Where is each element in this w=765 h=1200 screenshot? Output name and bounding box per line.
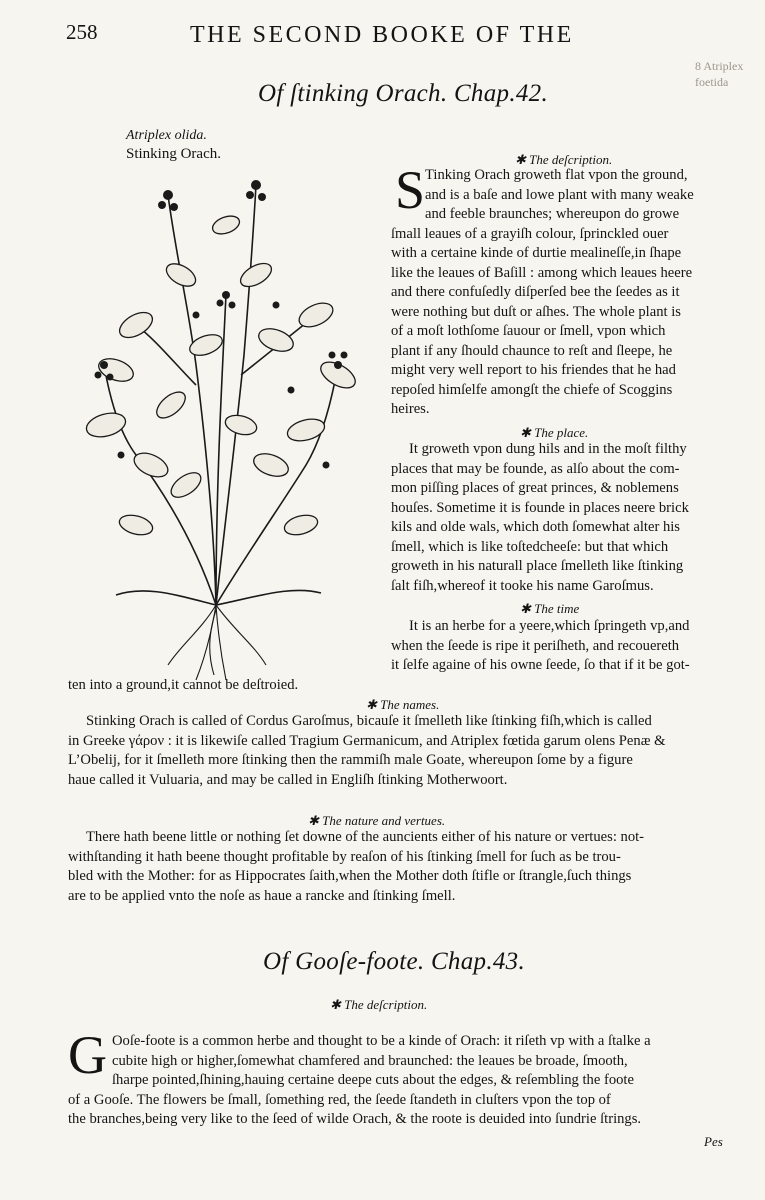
description-line: plant if any ſhould chaunce to reſt and ſleepe, he <box>391 342 673 359</box>
goosefoot-line: Ooſe-foote is a common herbe and thought to be a kinde of Orach: it riſeth vp with a ſtalke a <box>112 1033 651 1049</box>
vertues-line: There hath beene little or nothing ſet downe of the auncients either of his nature or vertues: not- <box>86 829 645 845</box>
place-line: places that may be founde, as alſo about the com- <box>391 460 680 477</box>
chapter-42-vertues-heading: ✱ The nature and vertues. <box>308 813 446 828</box>
goosefoot-line: the branches,being very like to the ſeed of wilde Orach, & the roote is deuided into ſundrie ſtrings. <box>68 1111 642 1127</box>
goosefoot-line: ſharpe pointed,ſhining,hauing certaine deepe cuts about the edges, & reſembling the foote <box>112 1072 634 1088</box>
description-line: repoſed himſelfe amongſt the chiefe of Scoggins <box>391 381 673 398</box>
chapter-42-names-heading: ✱ The names. <box>366 697 440 712</box>
place-line: groweth in his naturall place ſmelleth like ſtinking <box>391 558 684 574</box>
drop-cap-g: G <box>68 1025 107 1085</box>
figure-latin-name: Atriplex olida. <box>126 128 207 143</box>
chapter-42-place-heading: ✱ The place. <box>520 425 589 440</box>
description-line: and is a baſe and lowe plant with many weake <box>425 186 694 203</box>
chapter-43-title: Of Gooſe-foote. Chap.43. <box>263 948 526 975</box>
names-line: L’Obelij, for it ſmelleth more ſtinking then the rammiſh male Goate, whereupon ſome by a figure <box>68 752 633 768</box>
plant-stems <box>104 185 338 605</box>
time-line: It is an herbe for a yeere,which ſpringeth vp,and <box>409 618 690 634</box>
chapter-43-description-heading: ✱ The deſcription. <box>330 997 428 1012</box>
vertues-line: are to be applied vnto the noſe as haue a rancke and ſtinking ſmell. <box>68 887 456 904</box>
goosefoot-line: cubite high or higher,ſomewhat chamfered and braunched: the leaues be broade, ſmooth, <box>112 1052 628 1069</box>
description-line: of a moſt lothſome ſauour or ſmell, vpon which <box>391 323 666 339</box>
description-line: ſmall leaues of a grayiſh colour, ſprinckled ouer <box>391 225 669 242</box>
place-line: ſmell, which is like toſtedcheeſe: but that which <box>391 538 669 555</box>
time-line: when the ſeede is ripe it periſheth, and recouereth <box>391 637 680 654</box>
time-line: ten into a ground,it cannot be deſtroied. <box>68 676 299 693</box>
plant-roots <box>168 605 266 680</box>
description-line: like the leaues of Baſill : among which leaues heere <box>391 264 693 281</box>
goosefoot-line: of a Gooſe. The flowers be ſmall, ſomething red, the ſeede ſtandeth in cluſters vpon the top of <box>68 1091 611 1108</box>
catchword: Pes <box>704 1134 723 1149</box>
description-line: and feeble braunches; whereupon do growe <box>425 206 680 222</box>
description-line: Tinking Orach groweth flat vpon the ground, <box>425 167 688 183</box>
page-number: 258 <box>66 20 98 44</box>
names-line: haue called it Vuluaria, and may be called in Engliſh ſtinking Motherwoort. <box>68 771 508 788</box>
vertues-line: withſtanding it hath beene thought profitable by reaſon of his ſtinking ſmell for ſuch as be trou- <box>68 848 621 865</box>
description-line: might very well report to his friendes that he had <box>391 362 676 378</box>
figure-english-name: Stinking Orach. <box>126 146 221 162</box>
place-line: It groweth vpon dung hils and in the moſt filthy <box>409 441 687 457</box>
stinking-orach-woodcut <box>76 165 376 685</box>
names-line: in Greeke γάρον : it is likewiſe called Tragium Germanicum, and Atriplex fœtida garum olens Penæ & <box>68 732 666 749</box>
chapter-42-description-heading: ✱ The deſcription. <box>515 152 613 167</box>
chapter-42-time-heading: ✱ The time <box>520 601 580 616</box>
bleed-through-text: 8 Atriplex foetida <box>695 59 744 89</box>
time-line: it ſelfe againe of his owne ſeede, ſo that if it be got- <box>391 657 690 673</box>
vertues-line: bled with the Mother: for as Hippocrates ſaith,when the Mother doth ſtifle or ſtrangle,ſuch things <box>68 868 632 884</box>
description-line: were nothing but duſt or aſhes. The whole plant is <box>391 303 681 320</box>
description-line: with a certaine kinde of durtie mealineſſe,in ſhape <box>391 245 682 261</box>
drop-cap-s: S <box>395 160 426 220</box>
place-line: houſes. Sometime it is founde in places neere brick <box>391 499 689 516</box>
chapter-42-title: Of ſtinking Orach. Chap.42. <box>258 80 549 107</box>
description-line: heires. <box>391 401 430 417</box>
description-line: and there confuſedly diſperſed bee the ſeedes as it <box>391 284 680 300</box>
running-title: THE SECOND BOOKE OF THE <box>190 22 574 48</box>
place-line: ſalt fiſh,whereof it tooke his name Garoſmus. <box>391 577 654 594</box>
place-line: kils and olde wals, which doth ſomewhat alter his <box>391 519 680 535</box>
place-line: mon piſſing places of great princes, & noblemens <box>391 480 679 496</box>
names-line: Stinking Orach is called of Cordus Garoſmus, bicauſe it ſmelleth like ſtinking fiſh,which is called <box>86 713 652 729</box>
